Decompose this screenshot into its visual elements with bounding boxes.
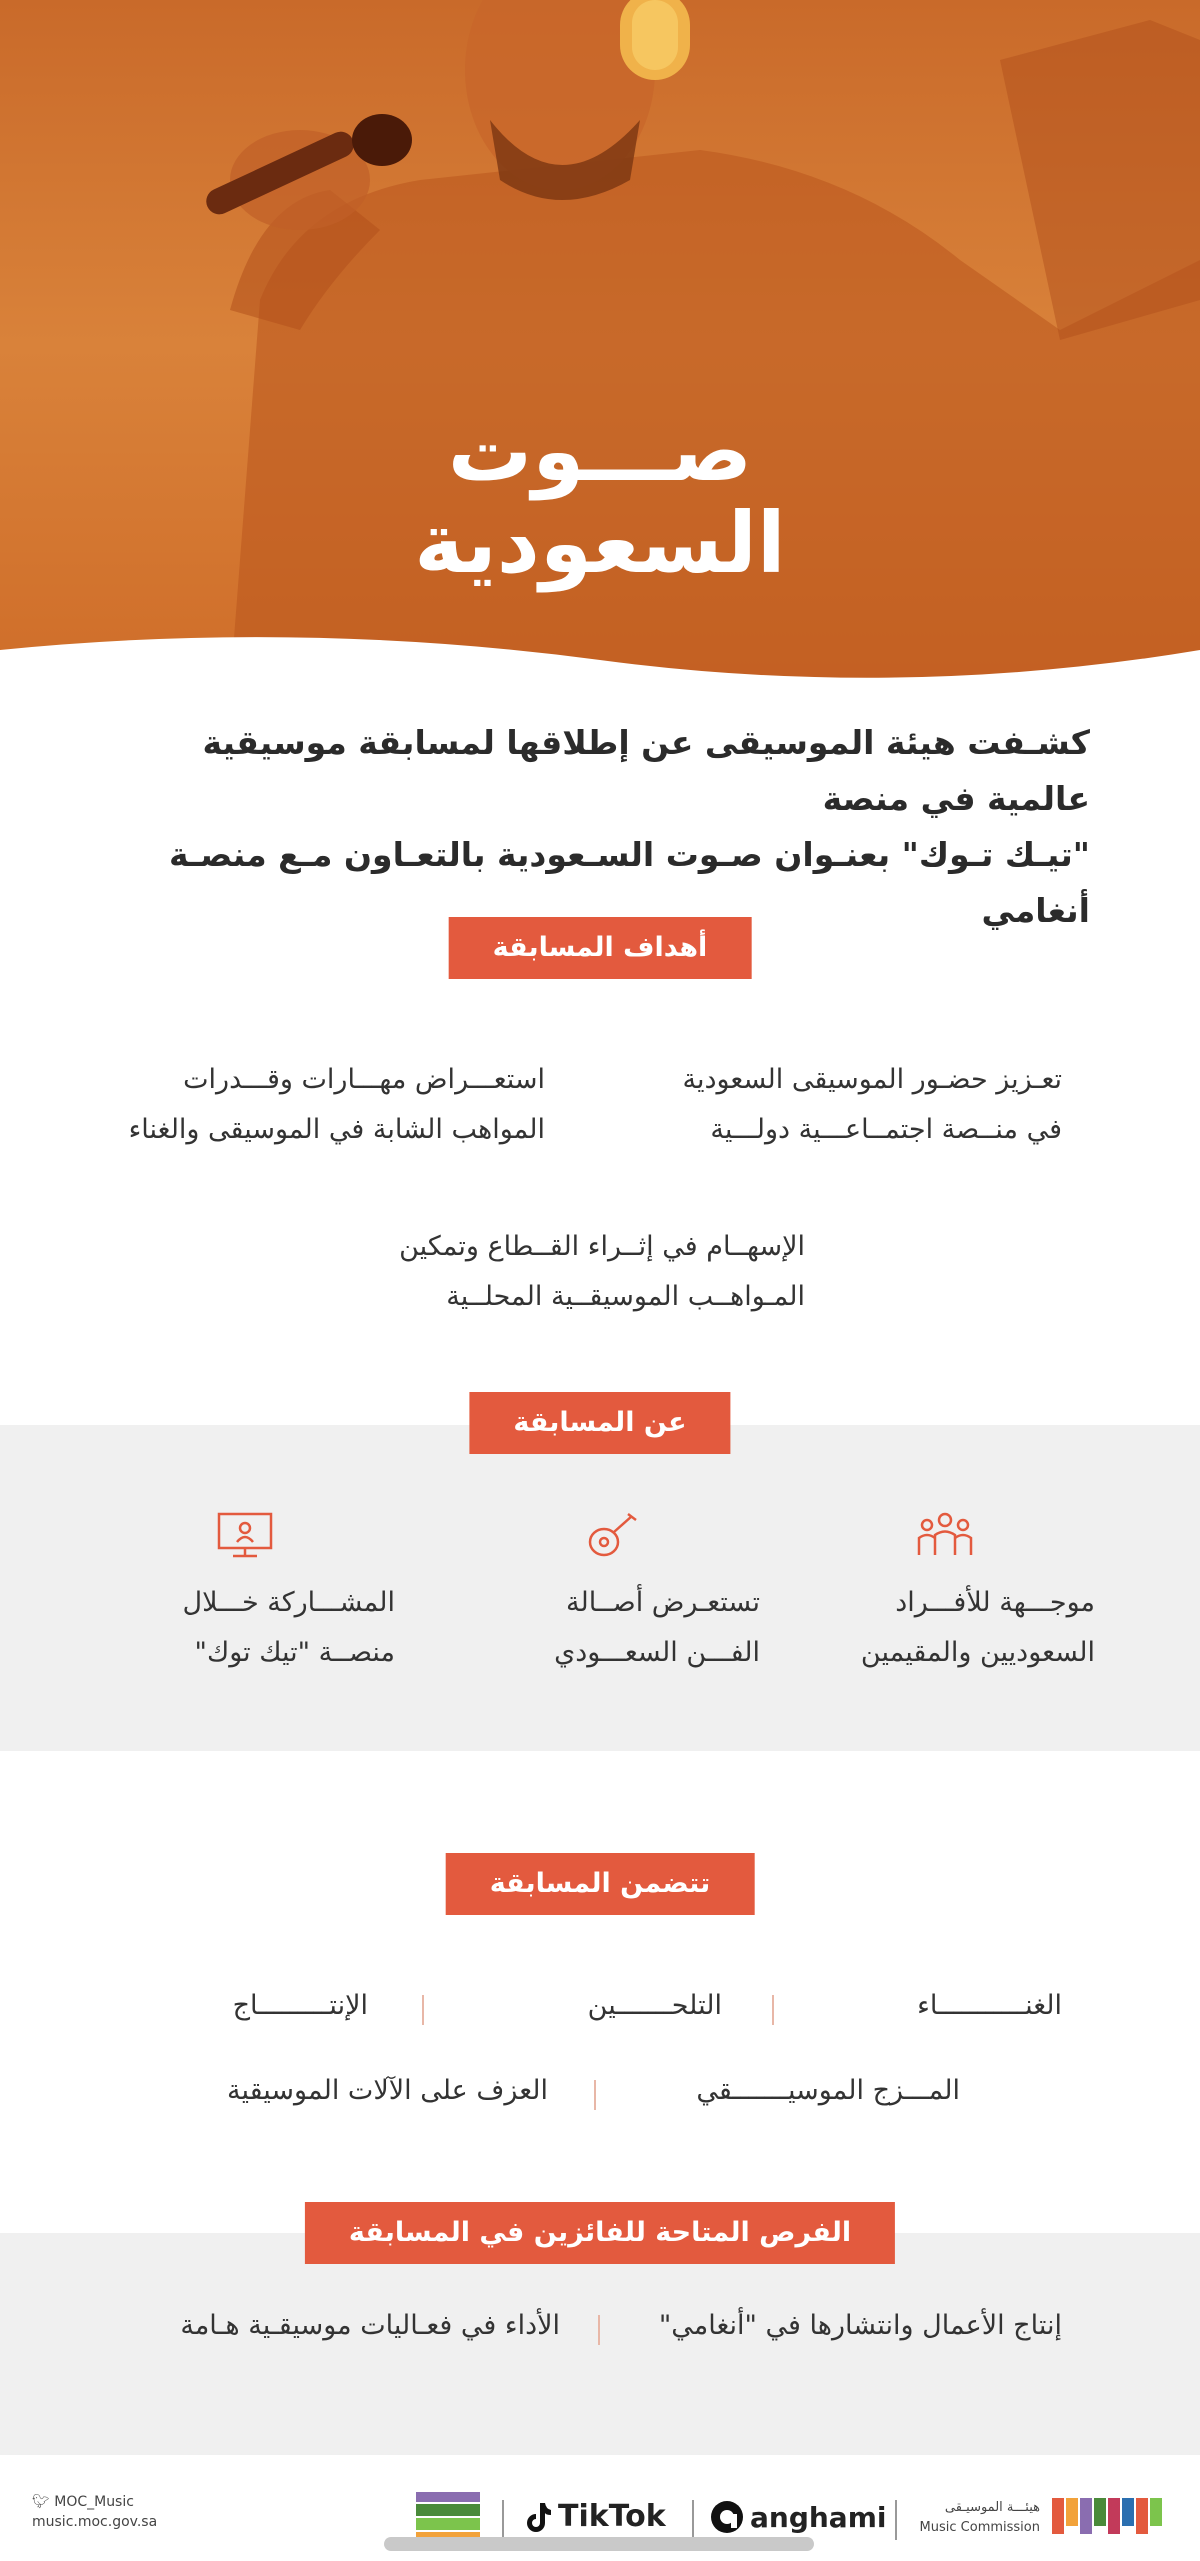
commission-name-ar: هيئـــة الموسيـقى (944, 2500, 1040, 2515)
about-item-3-line2: منصــة "تيك توك" (194, 1637, 395, 1668)
twitter-handle[interactable]: MOC_Music (54, 2494, 134, 2510)
includes-divider (772, 1995, 774, 2025)
includes-header: تتضمن المسابقة (446, 1853, 755, 1915)
website-link[interactable]: music.moc.gov.sa (32, 2514, 158, 2530)
music-commission-logo-icon (1050, 2494, 1170, 2538)
about-item-1-line2: السعوديين والمقيمين (860, 1637, 1095, 1668)
opportunity-item-1: إنتاج الأعمال وانتشارها في "أنغامي" (658, 2310, 1062, 2341)
hero-title-line2: السعودية (414, 494, 786, 592)
includes-item-singing: الغنـــــــــــاء (917, 1990, 1062, 2021)
hero-title-line1: صـــوت (447, 402, 753, 500)
people-icon (915, 1510, 975, 1560)
oud-icon (580, 1510, 640, 1560)
includes-divider (422, 1995, 424, 2025)
footer-divider (692, 2500, 694, 2540)
goals-header: أهداف المسابقة (449, 917, 752, 979)
campaign-logo-icon (412, 2488, 484, 2542)
tiktok-label: TikTok (558, 2499, 666, 2534)
about-item-3-line1: المشـــاركة خـــلال (182, 1587, 395, 1618)
goal-item-1-line1: تعـزيز حضـور الموسيقى السعودية (682, 1064, 1062, 1095)
opportunity-item-2: الأداء في فعـاليات موسيقـية هـامة (180, 2310, 560, 2341)
music-commission-name (912, 2498, 1040, 2538)
intro-paragraph (110, 715, 1090, 939)
goal-item-3-line2: المـواهــب الموسيقــية المحلــية (446, 1281, 805, 1312)
opportunities-section-band (0, 2233, 1200, 2458)
twitter-icon: 🐦︎ (32, 2494, 50, 2510)
goal-item-1-line2: في منــصة اجتمــاعـــية دولـــية (710, 1114, 1062, 1145)
goal-item-2-line2: المواهب الشابة في الموسيقى والغناء (128, 1114, 545, 1145)
goal-item-2 (129, 1055, 545, 1155)
intro-line-1: كشـفت هيئة الموسيقى عن إطلاقها لمسابقة موسيقية عالمية في منصة (202, 723, 1090, 818)
opportunities-header: الفرص المتاحة للفائزين في المسابقة (305, 2202, 895, 2264)
about-item-2 (460, 1510, 760, 1678)
about-item-1-line1: موجـــهة للأفـــراد (895, 1587, 1095, 1618)
tiktok-logo (524, 2499, 666, 2534)
goal-item-2-line1: استعـــراض مهـــارات وقـــدرات (183, 1064, 545, 1095)
about-item-2-line2: الفـــن السعـــودي (554, 1637, 760, 1668)
screen-icon (215, 1510, 275, 1560)
footer-divider (502, 2500, 504, 2540)
about-item-1 (795, 1510, 1095, 1678)
hero-banner (0, 0, 1200, 690)
goal-item-3 (399, 1222, 805, 1322)
footer-social (32, 2492, 157, 2532)
anghami-icon (710, 2500, 744, 2534)
includes-item-composing: التلحـــــــين (587, 1990, 722, 2021)
scrollbar[interactable] (384, 2537, 814, 2551)
includes-divider (594, 2080, 596, 2110)
anghami-logo (710, 2500, 886, 2534)
includes-item-mixing: المـــزج الموسيـــــــقي (696, 2075, 960, 2106)
about-item-3 (95, 1510, 395, 1678)
includes-item-instruments: العزف على الآلات الموسيقية (227, 2075, 548, 2106)
goal-item-3-line1: الإسهــام في إثــراء القــطاع وتمكين (399, 1231, 805, 1262)
anghami-label: anghami (750, 2500, 887, 2534)
about-item-2-line1: تستعـرض أصــالة (566, 1587, 760, 1618)
intro-line-2: "تيـك تـوك" بعنـوان صـوت السـعودية بالتعـاون مـع منصـة أنغامي (168, 835, 1090, 930)
footer-divider (895, 2500, 897, 2540)
commission-name-en: Music Commission (919, 2520, 1040, 2535)
opportunities-divider (598, 2315, 600, 2345)
goal-item-1 (682, 1055, 1062, 1155)
includes-item-production: الإنتـــــــــاج (232, 1990, 368, 2021)
tiktok-icon (524, 2501, 552, 2533)
about-header: عن المسابقة (469, 1392, 730, 1454)
